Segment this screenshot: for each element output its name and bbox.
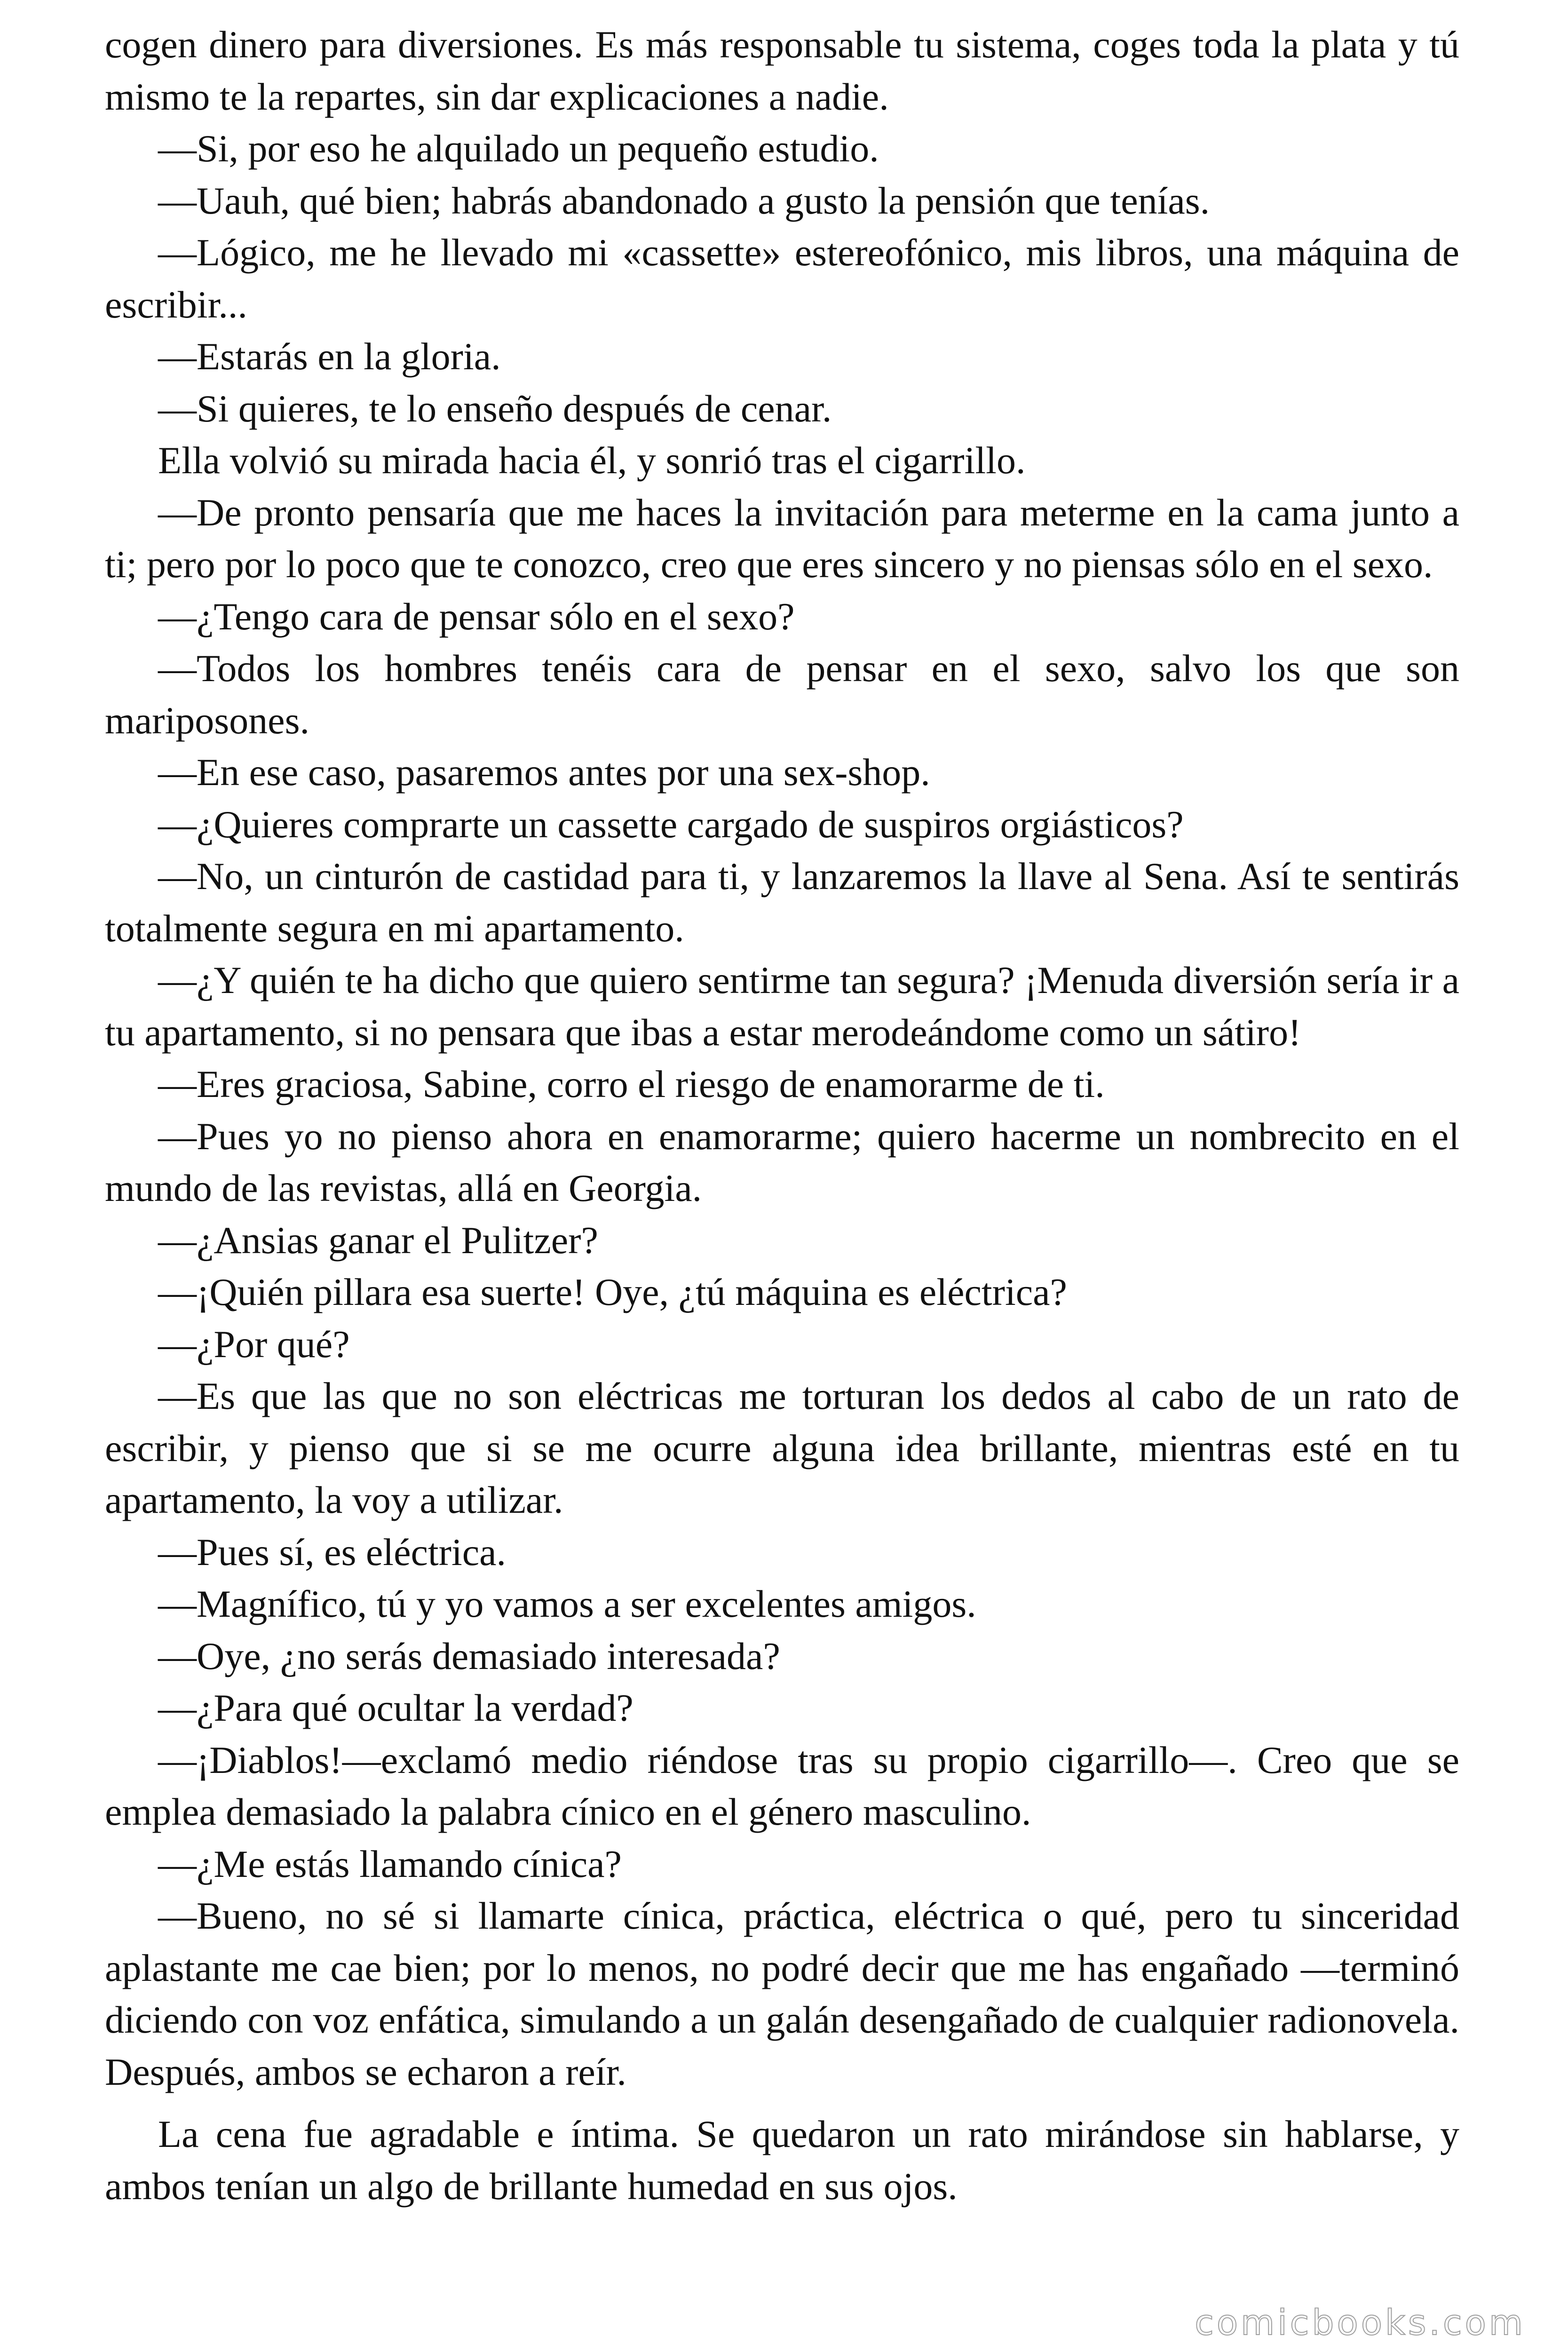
paragraph: —¿Me estás llamando cínica? xyxy=(158,1842,622,1885)
paragraph: Ella volvió su mirada hacia él, y sonrió tras el cigarrillo. xyxy=(158,439,1026,482)
paragraph: —Oye, ¿no serás demasiado interesada? xyxy=(158,1634,780,1677)
paragraph: —Lógico, me he llevado mi «cassette» estereofónico, mis libros, una máquina de escribir... xyxy=(105,231,1459,326)
paragraph: —Uauh, qué bien; habrás abandonado a gusto la pensión que tenías. xyxy=(158,179,1210,222)
paragraph: —¡Diablos!—exclamó medio riéndose tras su propio cigarrillo—. Creo que se emplea demasiado la palabra cínico en el género masculino. xyxy=(105,1738,1459,1833)
paragraph: cogen dinero para diversiones. Es más responsable tu sistema, coges toda la plata y tú mismo te la repartes, sin dar explicaciones a nadie. xyxy=(105,23,1459,118)
paragraph: —¿Por qué? xyxy=(158,1322,350,1366)
paragraph: —¿Para qué ocultar la verdad? xyxy=(158,1686,634,1729)
watermark-text: comicbooks.com xyxy=(1195,2303,1526,2343)
paragraph: —¡Quién pillara esa suerte! Oye, ¿tú máquina es eléctrica? xyxy=(158,1271,1067,1313)
text-column xyxy=(105,19,1459,2212)
paragraph: —En ese caso, pasaremos antes por una sex-shop. xyxy=(158,751,930,794)
paragraph: —Si quieres, te lo enseño después de cenar. xyxy=(158,387,832,430)
paragraph: —¿Quieres comprarte un cassette cargado de suspiros orgiásticos? xyxy=(158,803,1184,846)
paragraph: —¿Tengo cara de pensar sólo en el sexo? xyxy=(158,595,795,638)
paragraph: —No, un cinturón de castidad para ti, y lanzaremos la llave al Sena. Así te sentirás totalmente segura en mi apartamento. xyxy=(105,855,1459,950)
paragraph: —Estarás en la gloria. xyxy=(158,335,501,378)
paragraph: —Eres graciosa, Sabine, corro el riesgo de enamorarme de ti. xyxy=(158,1063,1105,1105)
paragraph: —Pues sí, es eléctrica. xyxy=(158,1530,507,1573)
paragraph: La cena fue agradable e íntima. Se quedaron un rato mirándose sin hablarse, y ambos tenían un algo de brillante humedad en sus ojos. xyxy=(105,2113,1459,2208)
paragraph: —Magnífico, tú y yo vamos a ser excelentes amigos. xyxy=(158,1582,976,1625)
paragraph: —De pronto pensaría que me haces la invitación para meterme en la cama junto a ti; pero por lo poco que te conozco, creo que eres sincero y no piensas sólo en el sexo. xyxy=(105,491,1459,586)
paragraph: —Bueno, no sé si llamarte cínica, práctica, eléctrica o qué, pero tu sinceridad aplastante me cae bien; por lo menos, no podré decir que me has engañado —terminó diciendo con voz enfática, simulando a un galán desengañado de cualquier radionovela. Después, ambos se echaron a reír. xyxy=(105,1894,1459,2093)
paragraph: —¿Y quién te ha dicho que quiero sentirme tan segura? ¡Menuda diversión sería ir a tu apartamento, si no pensara que ibas a estar merodeándome como un sátiro! xyxy=(105,959,1459,1054)
paragraph: —Es que las que no son eléctricas me torturan los dedos al cabo de un rato de escribir, y pienso que si se me ocurre alguna idea brillante, mientras esté en tu apartamento, la voy a utilizar. xyxy=(105,1375,1459,1521)
paragraph: —¿Ansias ganar el Pulitzer? xyxy=(158,1218,598,1262)
paragraph: —Pues yo no pienso ahora en enamorarme; quiero hacerme un nombrecito en el mundo de las revistas, allá en Georgia. xyxy=(105,1114,1459,1209)
paragraph: —Todos los hombres tenéis cara de pensar en el sexo, salvo los que son mariposones. xyxy=(105,647,1459,742)
paragraph: —Si, por eso he alquilado un pequeño estudio. xyxy=(158,127,879,170)
